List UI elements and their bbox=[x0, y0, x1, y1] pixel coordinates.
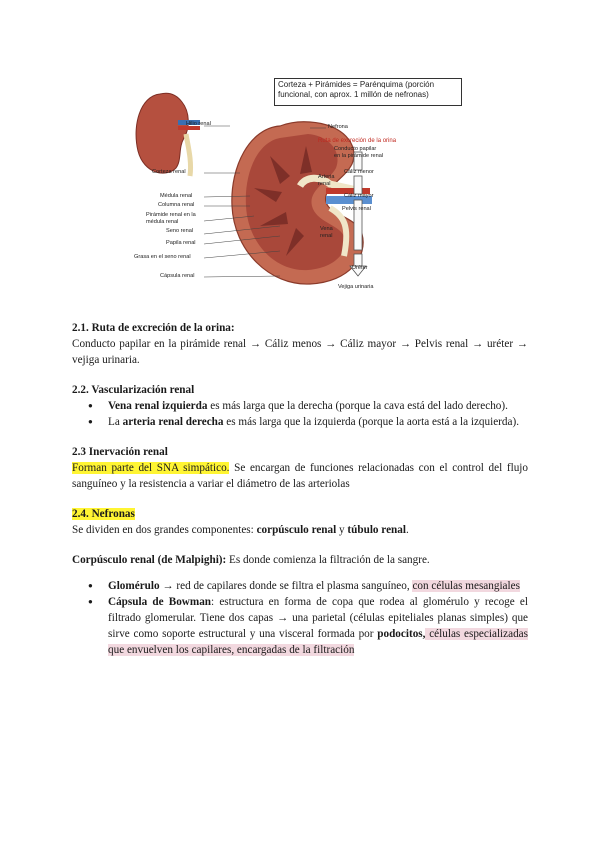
spacer bbox=[72, 368, 528, 382]
inervacion-highlight: Forman parte del SNA simpático. bbox=[72, 462, 230, 474]
section-title-inervacion: 2.3 Inervación renal bbox=[72, 446, 168, 458]
label-caliz-mayor: Cáliz mayor bbox=[344, 193, 374, 199]
vena-text: es más larga que la derecha (porque la cava está del lado derecho). bbox=[207, 400, 508, 412]
glomerulo-highlight: con células mesangiales bbox=[412, 580, 520, 592]
corpusculo-line bbox=[72, 552, 528, 568]
label-papila: Papila renal bbox=[166, 240, 196, 246]
arteria-term: arteria renal derecha bbox=[122, 416, 224, 428]
label-piramide: Pirámide renal en la médula renal bbox=[146, 212, 196, 225]
label-arteria: Arteria renal bbox=[318, 174, 335, 187]
section-title-nefronas bbox=[72, 506, 528, 522]
label-medula: Médula renal bbox=[160, 193, 193, 199]
arteria-text: es más larga que la izquierda (porque la aorta está a la izquierda). bbox=[223, 416, 519, 428]
corpusculo-list bbox=[72, 578, 528, 658]
list-item bbox=[108, 398, 528, 414]
spacer bbox=[72, 430, 528, 444]
nefronas-intro bbox=[72, 522, 528, 538]
list-item bbox=[108, 414, 528, 430]
intro-pre: Se dividen en dos grandes componentes: bbox=[72, 524, 257, 536]
label-hilio: Hilio renal bbox=[186, 121, 211, 127]
glomerulo-text: → red de capilares donde se filtra el plasma sanguíneo, bbox=[159, 580, 413, 592]
ruta-text: Conducto papilar en la pirámide renal → Cáliz menos → Cáliz mayor → Pelvis renal → uréter → vejiga urinaria. bbox=[72, 338, 528, 366]
kidney-illustration bbox=[130, 76, 470, 298]
glomerulo-term: Glomérulo bbox=[108, 580, 160, 592]
section-title-ruta: 2.1. Ruta de excreción de la orina: bbox=[72, 322, 235, 334]
intro-tubulo: túbulo renal bbox=[347, 524, 406, 536]
label-vena: Vena renal bbox=[320, 226, 333, 239]
label-ureter: Uréter bbox=[352, 265, 368, 271]
spacer bbox=[72, 492, 528, 506]
label-seno: Seno renal bbox=[166, 228, 194, 234]
label-caliz-menor: Cáliz menor bbox=[344, 169, 374, 175]
spacer bbox=[72, 538, 528, 552]
vascularizacion-list bbox=[72, 398, 528, 430]
bowman-highlight: células especializadas que envuelven los capilares, encargadas de la filtración bbox=[108, 628, 529, 656]
kidney-figure bbox=[130, 76, 470, 298]
inervacion-rest: Se encargan de funciones relacionadas con el control del flujo sanguíneo y la resistencia a variar el diámetro de las arteriolas bbox=[72, 462, 528, 490]
list-item bbox=[108, 578, 528, 594]
label-vejiga: Vejiga urinaria bbox=[338, 284, 374, 290]
label-capsula: Cápsula renal bbox=[160, 273, 195, 279]
corpusculo-text: Es donde comienza la filtración de la sangre. bbox=[226, 554, 430, 566]
podocitos-term: podocitos, bbox=[377, 628, 426, 640]
figure-caption: Corteza + Pirámides = Parénquima (porción funcional, con aprox. 1 millón de nefronas) bbox=[274, 78, 462, 106]
nefronas-title-text: 2.4. Nefronas bbox=[72, 508, 135, 520]
label-ruta: Ruta de excreción de la orina bbox=[318, 138, 397, 144]
section-title-vascularizacion: 2.2. Vascularización renal bbox=[72, 384, 195, 396]
bowman-term: Cápsula de Bowman bbox=[108, 596, 212, 608]
document-body bbox=[72, 320, 528, 658]
corpusculo-term: Corpúsculo renal (de Malpighi): bbox=[72, 554, 227, 566]
label-corteza: Corteza renal bbox=[152, 169, 186, 175]
intro-end: . bbox=[405, 524, 409, 536]
vena-term: Vena renal izquierda bbox=[108, 400, 208, 412]
bowman-text: : estructura en forma de copa que rodea al glomérulo y recoge el filtrado glomerular. Tiene dos capas → una parietal (células epiteliales planas simples) que sirve como soporte estructural y una visceral formada por bbox=[108, 596, 528, 640]
intro-corpusculo: corpúsculo renal bbox=[256, 524, 337, 536]
intro-mid: y bbox=[336, 524, 348, 536]
label-pelvis: Pelvis renal bbox=[342, 206, 371, 212]
label-columna: Columna renal bbox=[158, 202, 195, 208]
spacer bbox=[72, 568, 528, 578]
label-nefrona: Nefrona bbox=[328, 124, 348, 130]
inervacion-text bbox=[72, 460, 528, 492]
list-item bbox=[108, 594, 528, 658]
label-conducto: Conducto papilar en la pirámide renal bbox=[334, 146, 384, 159]
arteria-pre: La bbox=[108, 416, 123, 428]
label-grasa: Grasa en el seno renal bbox=[134, 254, 191, 260]
